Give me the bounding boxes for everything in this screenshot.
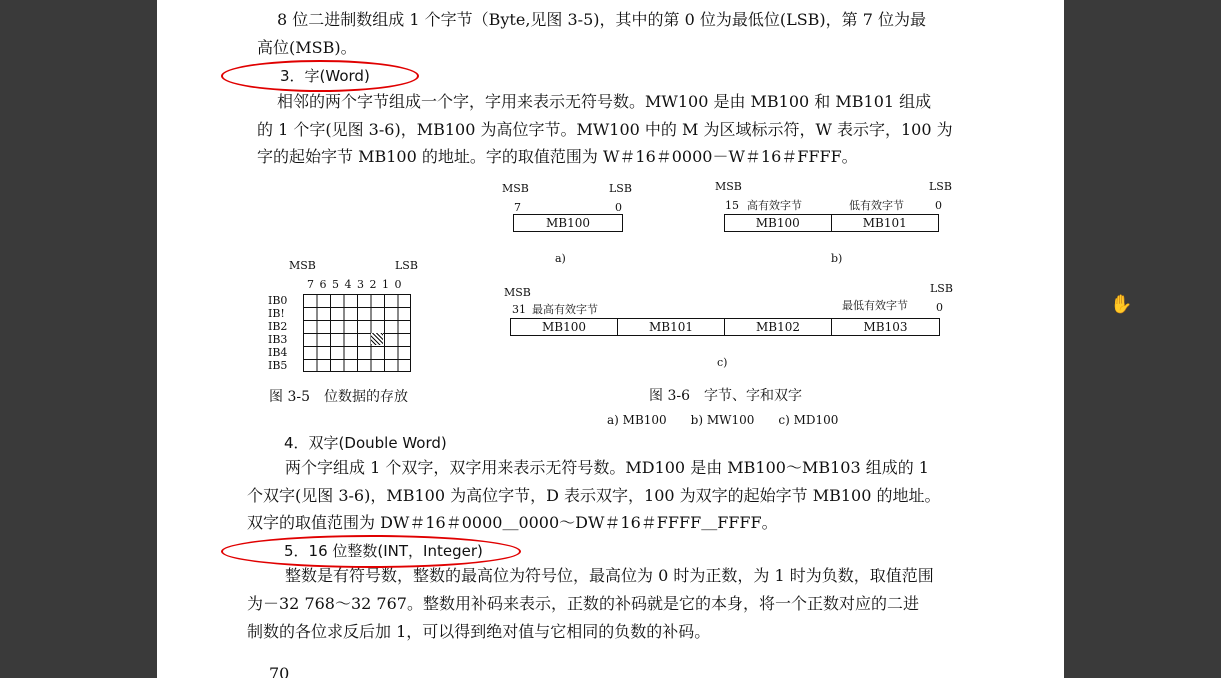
paragraph-line: 两个字组成 1 个双字，双字用来表示无符号数。MD100 是由 MB100～MB103 组成的 1 bbox=[285, 458, 929, 477]
heading-word: 3．字(Word) bbox=[280, 67, 370, 85]
paragraph-line: 个双字(见图 3-6)，MB100 为高位字节，D 表示双字，100 为双字的起始字节 MB100 的地址。 bbox=[247, 486, 941, 505]
fig6-caption: 图 3-6 字节、字和双字 bbox=[649, 388, 802, 404]
paragraph-line: 制数的各位求反后加 1，可以得到绝对值与它相同的负数的补码。 bbox=[247, 622, 711, 641]
paragraph-line: 8 位二进制数组成 1 个字节（Byte,见图 3-5)，其中的第 0 位为最低位(LSB)，第 7 位为最 bbox=[277, 10, 927, 29]
fig6b-lo: 0 bbox=[935, 199, 942, 212]
paragraph-line: 高位(MSB)。 bbox=[257, 38, 357, 57]
fig6b-label: b) bbox=[831, 252, 843, 265]
fig6c-label: c) bbox=[717, 356, 728, 369]
heading-double-word: 4．双字(Double Word) bbox=[284, 434, 447, 452]
fig5-row-label: IB4 bbox=[268, 346, 288, 359]
paragraph-line: 整数是有符号数，整数的最高位为符号位，最高位为 0 时为正数，为 1 时为负数，取值范围 bbox=[285, 566, 934, 585]
fig6b-cell: MB100 bbox=[725, 215, 832, 231]
fig5-row-label: IB3 bbox=[268, 333, 288, 346]
fig6a-cell: MB100 bbox=[545, 216, 590, 230]
fig6c-msb: MSB bbox=[504, 286, 531, 299]
fig6b-high-label: 高有效字节 bbox=[747, 199, 802, 212]
paragraph-line: 相邻的两个字节组成一个字，字用来表示无符号数。MW100 是由 MB100 和 MB101 组成 bbox=[277, 92, 932, 111]
fig6c-cell: MB102 bbox=[725, 319, 832, 335]
fig6a-box bbox=[513, 214, 623, 232]
fig6a-lsb: LSB bbox=[609, 182, 632, 195]
fig6c-high-label: 最高有效字节 bbox=[532, 303, 598, 316]
fig6a-lo: 0 bbox=[615, 201, 622, 214]
fig6c-cell: MB101 bbox=[618, 319, 725, 335]
fig5-caption: 图 3-5 位数据的存放 bbox=[269, 389, 408, 405]
fig6c-hi: 31 bbox=[512, 303, 526, 316]
fig6c-lo: 0 bbox=[936, 301, 943, 314]
fig6a-label: a) bbox=[555, 252, 566, 265]
fig5-row-label: IB! bbox=[268, 307, 285, 320]
fig6c-low-label: 最低有效字节 bbox=[842, 299, 908, 312]
paragraph-line: 双字的取值范围为 DW＃16＃0000＿0000～DW＃16＃FFFF＿FFFF。 bbox=[247, 513, 778, 532]
hand-cursor-icon: ✋ bbox=[1110, 294, 1133, 315]
document-page bbox=[157, 0, 1064, 678]
fig6b-hi: 15 bbox=[725, 199, 739, 212]
heading-integer: 5．16 位整数(INT，Integer) bbox=[284, 542, 483, 560]
fig6c-cell: MB100 bbox=[511, 319, 618, 335]
fig5-row-label: IB5 bbox=[268, 359, 288, 372]
annotation-oval-word bbox=[221, 60, 419, 92]
paragraph-line: 字的起始字节 MB100 的地址。字的取值范围为 W＃16＃0000－W＃16＃FFFF。 bbox=[257, 147, 858, 166]
fig6b-lsb: LSB bbox=[929, 180, 952, 193]
fig5-row-label: IB0 bbox=[268, 294, 288, 307]
fig5-msb: MSB bbox=[289, 259, 316, 272]
fig5-bit-grid bbox=[303, 294, 411, 372]
fig6b-low-label: 低有效字节 bbox=[849, 199, 904, 212]
fig6b-box bbox=[724, 214, 939, 232]
fig5-lsb: LSB bbox=[395, 259, 418, 272]
annotation-oval-integer bbox=[221, 535, 521, 568]
fig6c-cell: MB103 bbox=[863, 320, 908, 334]
fig6-subcaption: a) MB100 b) MW100 c) MD100 bbox=[607, 413, 839, 427]
fig5-row-label: IB2 bbox=[268, 320, 288, 333]
fig6b-msb: MSB bbox=[715, 180, 742, 193]
fig6a-msb: MSB bbox=[502, 182, 529, 195]
page-number: 70 bbox=[269, 664, 290, 678]
fig6b-cell: MB101 bbox=[862, 216, 907, 230]
fig6c-lsb: LSB bbox=[930, 282, 953, 295]
fig6c-box bbox=[510, 318, 940, 336]
fig5-highlighted-bit bbox=[371, 333, 383, 345]
fig6a-hi: 7 bbox=[514, 201, 521, 214]
fig5-bit-numbers: 7 6 5 4 3 2 1 0 bbox=[307, 278, 403, 291]
paragraph-line: 的 1 个字(见图 3-6)，MB100 为高位字节。MW100 中的 M 为区域标示符，W 表示字，100 为 bbox=[257, 120, 953, 139]
paragraph-line: 为－32 768～32 767。整数用补码来表示，正数的补码就是它的本身，将一个正数对应的二进 bbox=[247, 594, 919, 613]
